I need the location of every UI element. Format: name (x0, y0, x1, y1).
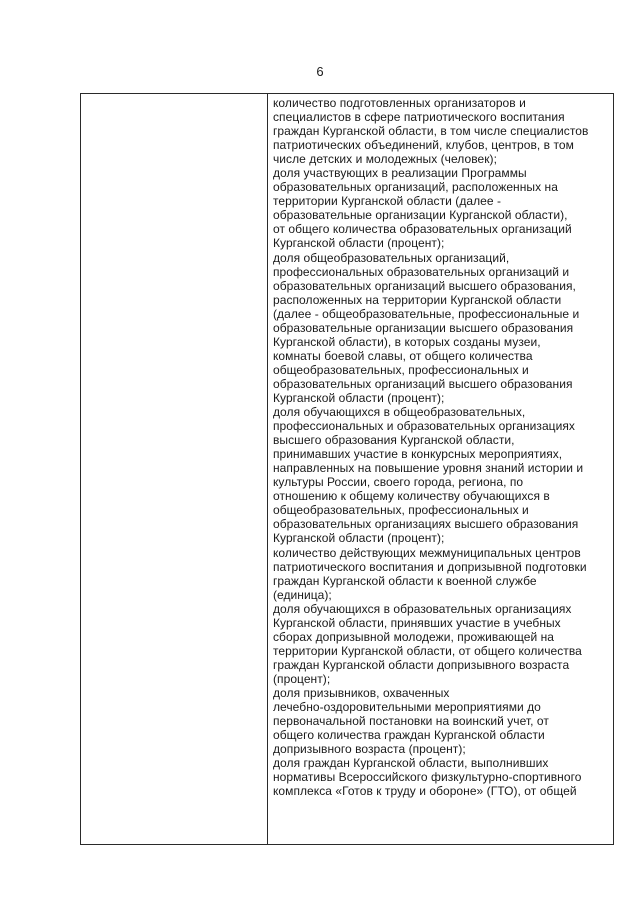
text-line: территории Курганской области, от общего количества (273, 643, 582, 658)
text-line: общего количества граждан Курганской области (273, 728, 545, 743)
text-line: высшего образования Курганской области, (273, 433, 515, 448)
text-line: территории Курганской области (далее - (273, 194, 502, 209)
text-line: граждан Курганской области, в том числе специалистов (273, 124, 589, 139)
text-line: культуры России, своего города, региона, по (273, 475, 524, 490)
text-line: доля призывников, охваченных (273, 685, 450, 700)
text-line: Курганской области), в которых созданы музеи, (273, 334, 541, 349)
text-line: общеобразовательных, профессиональных и (273, 362, 529, 377)
text-line: образовательных организациях высшего образования (273, 517, 579, 532)
table-right-cell (268, 94, 613, 844)
text-line: образовательные организации Курганской области), (273, 208, 568, 223)
document-table (80, 93, 614, 845)
text-line: (единица); (273, 587, 332, 602)
text-line: Курганской области (процент); (273, 390, 445, 405)
table-left-cell (81, 94, 268, 844)
text-line: общеобразовательных, профессиональных и (273, 503, 529, 518)
text-line: количество подготовленных организаторов и (273, 96, 526, 110)
text-line: Курганской области (процент); (273, 236, 445, 251)
text-line: образовательные организации высшего образования (273, 320, 574, 335)
text-line: комнаты боевой славы, от общего количества (273, 348, 533, 363)
text-line: сборах допризывной молодежи, проживающей на (273, 629, 555, 644)
text-line: патриотических объединений, клубов, центров, в том (273, 138, 574, 153)
text-line: граждан Курганской области к военной службе (273, 573, 537, 588)
text-line: от общего количества образовательных организаций (273, 222, 572, 237)
text-line: отношению к общему количеству обучающихся в (273, 489, 550, 504)
text-line: специалистов в сфере патриотического воспитания (273, 110, 565, 125)
text-line: доля обучающихся в общеобразовательных, (273, 405, 526, 420)
text-line: направленных на повышение уровня знаний истории и (273, 461, 584, 476)
text-line: патриотического воспитания и допризывной подготовки (273, 559, 587, 574)
text-line: граждан Курганской области допризывного возраста (273, 657, 570, 672)
text-line: доля обучающихся в образовательных организациях (273, 601, 572, 616)
text-line: (процент); (273, 671, 331, 686)
text-line: допризывного возраста (процент); (273, 742, 466, 757)
text-line: доля граждан Курганской области, выполнивших (273, 756, 549, 771)
text-line: принимавших участие в конкурсных мероприятиях, (273, 447, 563, 462)
text-line: нормативы Всероссийского физкультурно-спортивного (273, 770, 582, 785)
text-line: числе детских и молодежных (человек); (273, 152, 497, 167)
text-line: расположенных на территории Курганской области (273, 292, 562, 307)
text-line: первоначальной постановки на воинский учет, от (273, 714, 549, 729)
text-line: доля общеобразовательных организаций, (273, 250, 510, 265)
text-line: образовательных организаций, расположенных на (273, 180, 558, 195)
text-line: профессиональных и образовательных организациях (273, 419, 575, 434)
text-line: комплекса «Готов к труду и обороне» (ГТО), от общей (273, 784, 577, 799)
text-line: профессиональных образовательных организаций и (273, 264, 570, 279)
text-line: образовательных организаций высшего образования (273, 376, 573, 391)
text-line: Курганской области (процент); (273, 531, 445, 546)
text-line: количество действующих межмуниципальных центров (273, 545, 581, 560)
text-line: доля участвующих в реализации Программы (273, 166, 527, 181)
page-number: 6 (316, 64, 324, 79)
text-line: Курганской области, принявших участие в учебных (273, 615, 561, 630)
text-line: (далее - общеобразовательные, профессиональные и (273, 306, 580, 321)
text-line: образовательных организаций высшего образования, (273, 278, 576, 293)
text-line: лечебно-оздоровительными мероприятиями до (273, 700, 541, 715)
